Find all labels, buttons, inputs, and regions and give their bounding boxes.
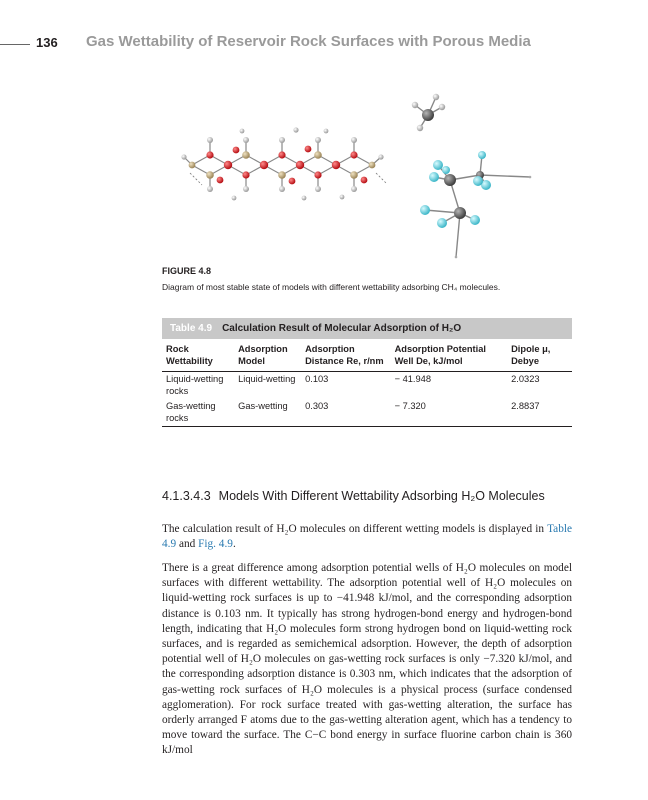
table-header-row (162, 340, 572, 372)
table-row (162, 399, 572, 427)
oxygen-atoms (206, 146, 367, 185)
table-label: Table 4.9 (170, 323, 213, 334)
paragraph-1-text-c: . (232, 538, 236, 551)
header-rule (0, 44, 30, 45)
methane-carbon-atom (422, 109, 434, 121)
adsorption-results-table (162, 340, 572, 427)
paragraph-1 (162, 522, 572, 552)
table-cell: 2.0323 (511, 374, 540, 384)
fig-4-9-link[interactable]: Fig. 4.9 (198, 538, 233, 551)
running-title: Gas Wettability of Reservoir Rock Surfaces with Porous Media (86, 33, 531, 50)
figure-label: FIGURE 4.8 (162, 266, 212, 276)
table-cell: Gas-wetting rocks (166, 401, 216, 423)
table-title: Calculation Result of Molecular Adsorption of H₂O (222, 323, 462, 334)
carbon-atom-1 (444, 174, 456, 186)
section-title: Models With Different Wettability Adsorbing H₂O Molecules (218, 489, 545, 503)
gas-wetting-fluorocarbon-model (425, 155, 530, 257)
table-cell: Liquid-wetting (238, 374, 296, 384)
carbon-atom-2 (454, 207, 466, 219)
section-heading (162, 488, 572, 504)
table-cell: Liquid-wetting rocks (166, 374, 224, 396)
page-number: 136 (36, 35, 58, 50)
table-cell: Gas-wetting (238, 401, 288, 411)
table-header-cell: Adsorption Potential Well De, kJ/mol (394, 344, 486, 366)
table-cell: 2.8837 (511, 401, 540, 411)
paragraph-2: There is a great difference among adsorption potential wells of H₂O molecules on model surfaces with different wettability. The adsorption potential well of H₂O molecules on liquid-wetting rock surfaces is up to −41.948 kJ/mol, and the corresponding adsorption distance is 0.103 nm. It typically has strong hydrogen-bond energy and hydrogen-bond length, indicating that H₂O molecules form strong hydrogen bond on liquid-wetting rock surfaces, and is regarded as semichemical adsorption. However, the depth of adsorption potential well of H₂O molecules on gas-wetting rock surfaces is only −7.320 kJ/mol, and the corresponding adsorption distance is 0.303 nm, which indicates that the adsorption of gas-wetting rock surfaces of H₂O molecules is a physical process (surface condensed agglomeration). For rock surface treated with gas-wetting alteration, the surface has orderly arranged F atoms due to the gas-wetting alteration agent, which has a tendency to move toward the surface. The C−C bond energy in surface fluorine carbon chain is 360 kJ/mol (162, 562, 572, 757)
table-cell: 0.103 (305, 374, 329, 384)
table-title-bar (162, 318, 572, 339)
liquid-wetting-surface-model (184, 140, 381, 189)
table-cell: 0.303 (305, 401, 329, 411)
paragraph-1-text-a: The calculation result of H₂O molecules on different wetting models is displayed in (162, 523, 548, 535)
table-header-cell: Adsorption Model (238, 344, 288, 366)
table-header-cell: Adsorption Distance Re, r/nm (305, 344, 384, 366)
table-header-cell: Dipole μ, Debye (511, 344, 551, 366)
figure-caption: Diagram of most stable state of models with different wettability adsorbing CH₄ molecules. (162, 282, 501, 292)
table-cell: − 41.948 (394, 374, 432, 384)
table-row (162, 372, 572, 400)
section-number: 4.1.3.4.3 (162, 489, 211, 503)
table-header-cell: Rock Wettability (166, 344, 213, 366)
molecular-model-figure (150, 85, 570, 270)
paragraph-1-text-b: and (176, 538, 199, 551)
hydrogen-atoms (181, 127, 383, 200)
table-4-9-link[interactable]: Table 4.9 (162, 523, 572, 551)
table-cell: − 7.320 (394, 401, 426, 411)
